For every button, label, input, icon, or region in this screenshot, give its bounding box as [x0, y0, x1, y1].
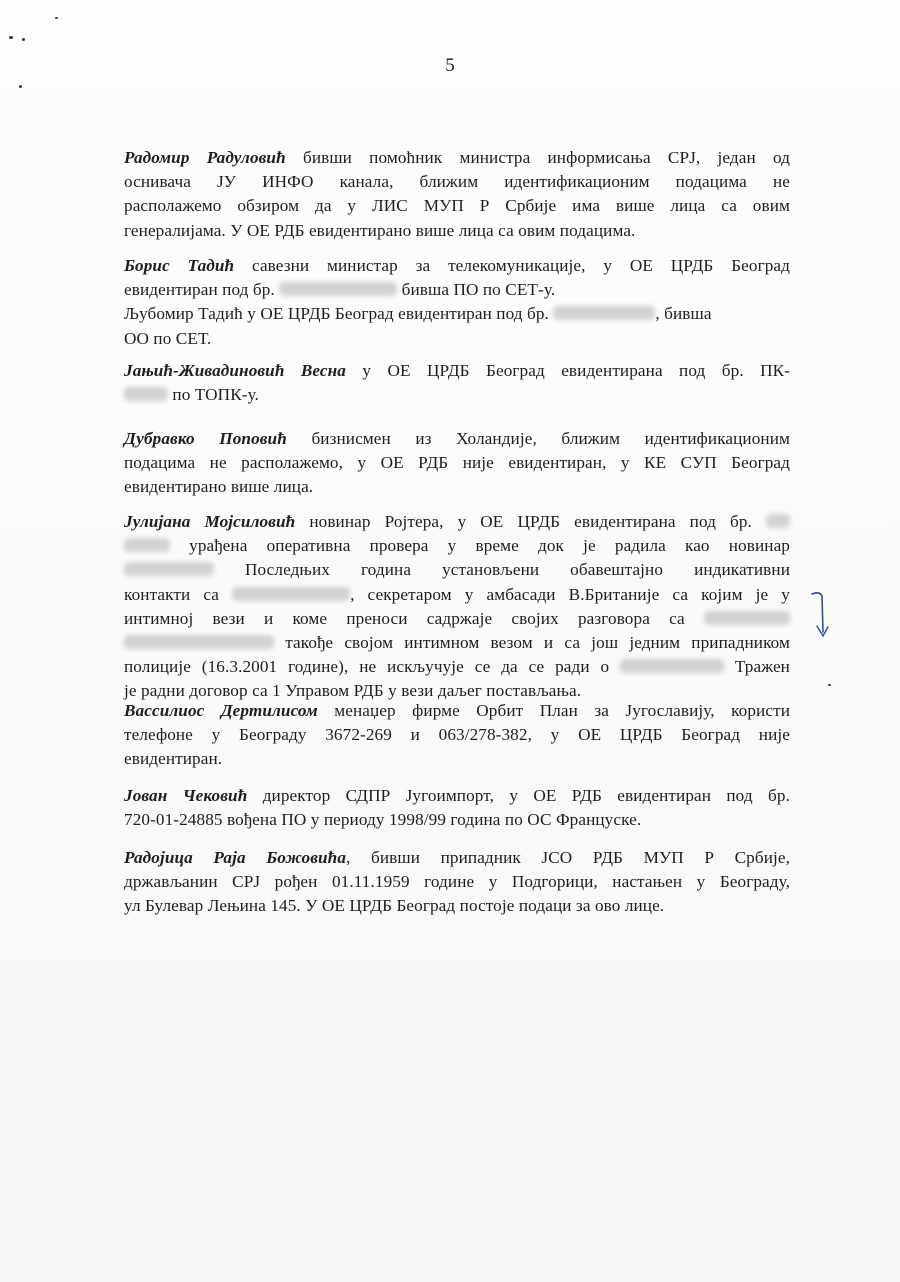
person-name: Дубравко Поповић: [124, 429, 287, 448]
redaction: [124, 562, 214, 576]
entry-popovic: Дубравко Поповић бизнисмен из Холандије, ближим идентификационим подацима не располажемо, у ОЕ РДБ није евидентиран, у КЕ СУП Београд евидентирано више лица.: [124, 429, 790, 497]
scan-speck: [22, 38, 25, 41]
redaction: [124, 538, 170, 552]
redaction: [704, 611, 790, 625]
entry-dertilisom: Вассилиос Дертилисом менаџер фирме Орбит План за Југославију, користи телефоне у Београду 3672-269 и 063/278-382, у ОЕ ЦРДБ Београд није евидентиран.: [124, 701, 790, 769]
person-name: Вассилиос Дертилисом: [124, 701, 318, 720]
redaction: [620, 659, 724, 673]
redaction: [124, 635, 274, 649]
person-name: Јован Чековић: [124, 786, 248, 805]
entry-radulovic: Радомир Радуловић бивши помоћник министра информисања СРЈ, један од оснивача ЈУ ИНФО канала, ближим идентификационим подацима не располажемо обзиром да у ЛИС МУП Р Србије има више лица са овим генералијама. У ОЕ РДБ евидентирано више лица са овим подацима.: [124, 148, 790, 240]
scan-speck: [9, 36, 13, 39]
person-name: Јањић-Живадиновић Весна: [124, 361, 347, 380]
entry-bozovic: Радојица Раја Божовића, бивши припадник ЈСО РДБ МУП Р Србије, држављанин СРЈ рођен 01.11.1959 године у Подгорици, настањен у Београду, ул Булевар Лењина 145. У ОЕ ЦРДБ Београд постоје подаци за ово лице.: [124, 848, 791, 916]
entry-cekovic: Јован Чековић директор СДПР Југоимпорт, у ОЕ РДБ евидентиран под бр. 720-01-24885 вођена ПО у периоду 1998/99 година по ОС Француске.: [124, 786, 790, 830]
page-number: 5: [445, 55, 455, 76]
person-name: Радомир Радуловић: [124, 148, 286, 167]
scan-speck: [828, 684, 831, 686]
redaction: [553, 306, 655, 320]
scan-speck: [19, 85, 22, 88]
redaction: [766, 514, 790, 528]
handwritten-bracket-mark: [804, 586, 844, 656]
entry-tadic: Борис Тадић савезни министар за телекомуникације, у ОЕ ЦРДБ Београд евидентиран под бр. бивша ПО по СЕТ-у. Љубомир Тадић у ОЕ ЦРДБ Београд евидентиран под бр. , бивша ОО по СЕТ.: [124, 256, 790, 348]
person-name: Јулијана Мојсиловић: [124, 512, 296, 531]
redaction: [279, 282, 397, 296]
person-name: Радојица Раја Божовића: [124, 848, 347, 867]
person-name: Борис Тадић: [124, 256, 235, 275]
redaction: [124, 387, 168, 401]
entry-mojsilovic: Јулијана Мојсиловић новинар Ројтера, у ОЕ ЦРДБ евидентирана под бр. урађена оперативна провера у време док је радила као новинар Последњих година установљени обавештајно индикативни контакти са , секретаром у амбасади В.Британије са којим је у интимној вези и коме преноси садржаје својих разговора са такође својом интимном везом и са још једним припадником полиције (16.3.2001 године), не искључује се да се ради о Тражен је радни договор са 1 Управом РДБ у вези даљег постављања.: [124, 512, 790, 701]
entry-jandjic: Јањић-Живадиновић Весна у ОЕ ЦРДБ Београд евидентирана под бр. ПК- по ТОПК-у.: [124, 361, 790, 405]
scan-speck: [55, 17, 58, 19]
redaction: [232, 587, 350, 601]
